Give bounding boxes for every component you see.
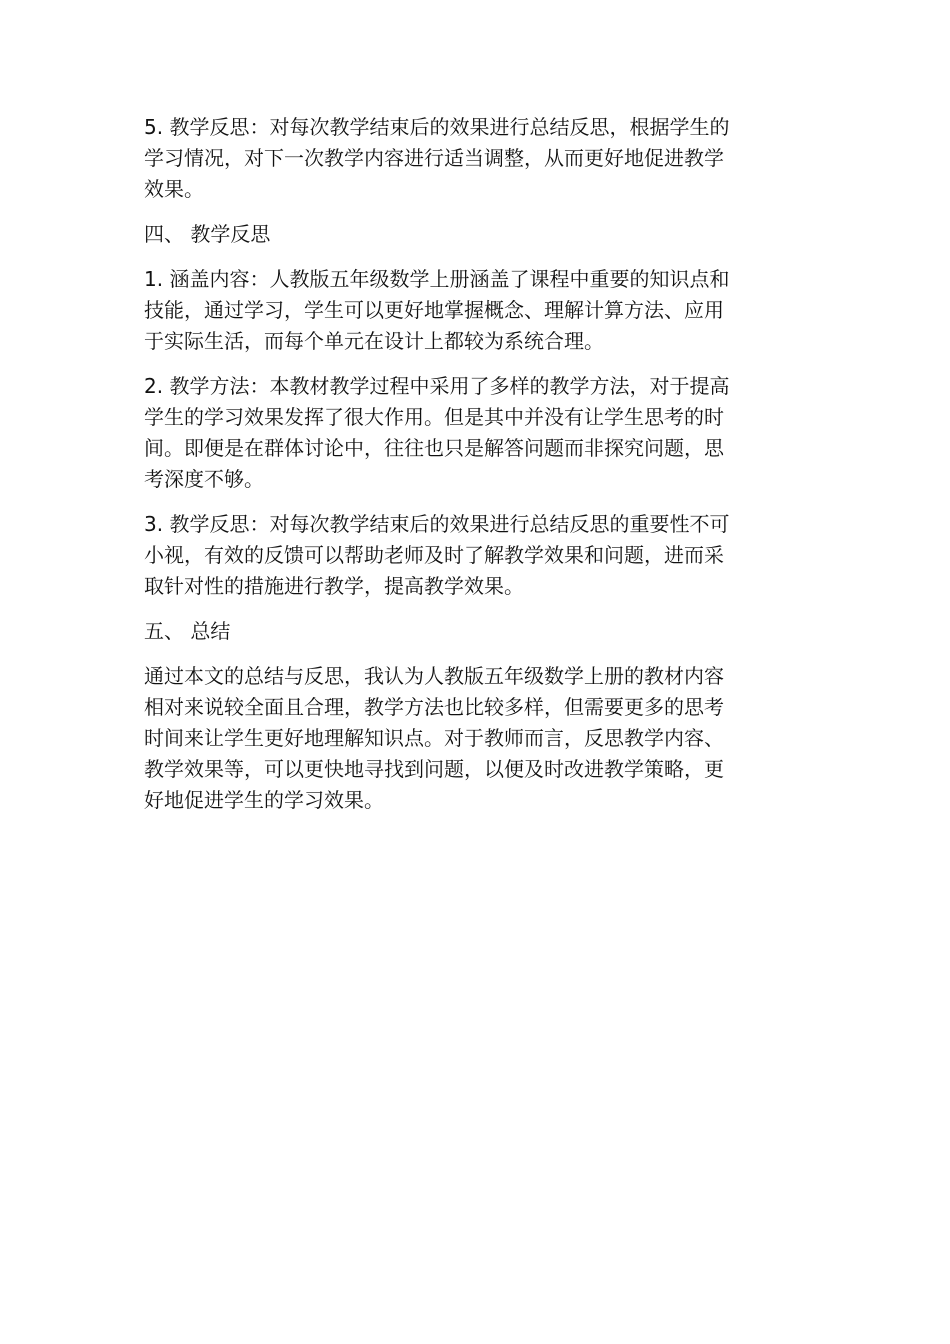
- text-line: 效果。: [144, 177, 204, 201]
- text-line: 相对来说较全面且合理，教学方法也比较多样，但需要更多的思考: [144, 695, 724, 719]
- paragraph-teaching-methods: [144, 371, 806, 495]
- paragraph-coverage: [144, 264, 806, 357]
- text-line: 间。即便是在群体讨论中，往往也只是解答问题而非探究问题，思: [144, 436, 724, 460]
- paragraph-teaching-reflection-item-3: [144, 509, 806, 602]
- text-line: 通过本文的总结与反思，我认为人教版五年级数学上册的教材内容: [144, 664, 724, 688]
- heading-text: 四、 教学反思: [144, 222, 271, 246]
- text-line: 好地促进学生的学习效果。: [144, 788, 384, 812]
- heading-text: 五、 总结: [144, 619, 231, 643]
- text-line: 1. 涵盖内容：人教版五年级数学上册涵盖了课程中重要的知识点和: [144, 267, 730, 291]
- section-heading-teaching-reflection: [144, 219, 806, 250]
- section-heading-summary: [144, 616, 806, 647]
- text-line: 于实际生活，而每个单元在设计上都较为系统合理。: [144, 329, 604, 353]
- document-page: [144, 112, 806, 830]
- text-line: 5. 教学反思：对每次教学结束后的效果进行总结反思，根据学生的: [144, 115, 730, 139]
- text-line: 小视，有效的反馈可以帮助老师及时了解教学效果和问题，进而采: [144, 543, 724, 567]
- text-line: 2. 教学方法：本教材教学过程中采用了多样的教学方法，对于提高: [144, 374, 730, 398]
- text-line: 考深度不够。: [144, 467, 264, 491]
- paragraph-teaching-reflection-item-5: [144, 112, 806, 205]
- text-line: 教学效果等，可以更快地寻找到问题，以便及时改进教学策略，更: [144, 757, 724, 781]
- paragraph-summary: [144, 661, 806, 816]
- text-line: 技能，通过学习，学生可以更好地掌握概念、理解计算方法、应用: [144, 298, 724, 322]
- text-line: 时间来让学生更好地理解知识点。对于教师而言，反思教学内容、: [144, 726, 724, 750]
- text-line: 3. 教学反思：对每次教学结束后的效果进行总结反思的重要性不可: [144, 512, 730, 536]
- text-line: 学生的学习效果发挥了很大作用。但是其中并没有让学生思考的时: [144, 405, 724, 429]
- text-line: 学习情况，对下一次教学内容进行适当调整，从而更好地促进教学: [144, 146, 724, 170]
- text-line: 取针对性的措施进行教学，提高教学效果。: [144, 574, 524, 598]
